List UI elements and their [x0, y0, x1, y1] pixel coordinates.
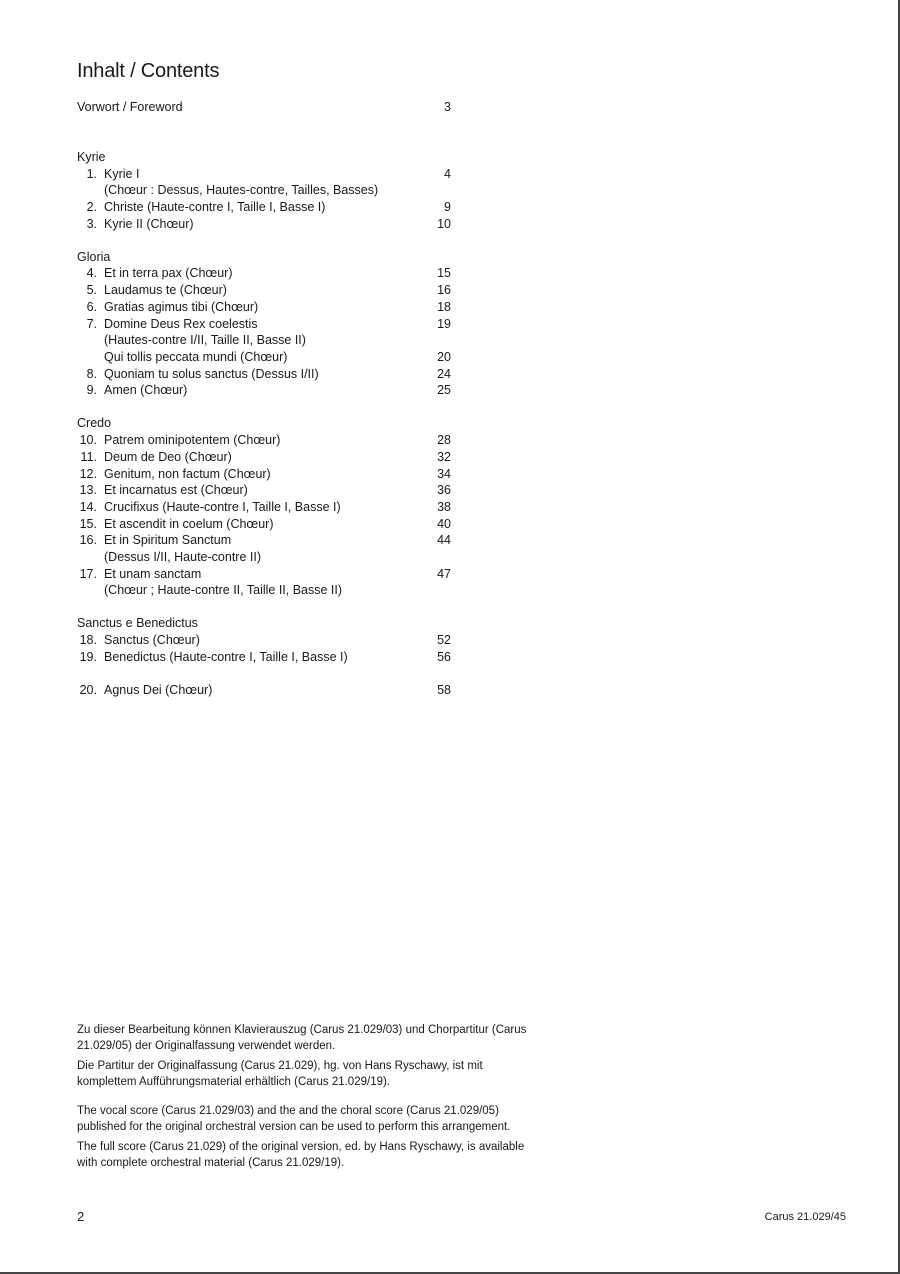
toc-page: 38: [437, 500, 451, 514]
toc-entry: [77, 482, 451, 499]
toc-number: 13.: [79, 483, 97, 497]
toc-number: 19.: [79, 650, 97, 664]
toc-page: 47: [437, 567, 451, 581]
toc-page: 34: [437, 467, 451, 481]
toc-number: 6.: [86, 300, 97, 314]
toc-entry: [77, 549, 451, 566]
toc-title: Kyrie II (Chœur): [104, 217, 194, 231]
toc-entry: [77, 166, 451, 183]
note-english: [77, 1104, 537, 1171]
section-label: Sanctus e Benedictus: [77, 616, 198, 630]
toc-entry: [77, 432, 451, 449]
toc-title: Et ascendit in coelum (Chœur): [104, 517, 274, 531]
toc-entry: [77, 499, 451, 516]
toc-title: (Hautes-contre I/II, Taille II, Basse II): [104, 333, 306, 347]
toc-title: Et unam sanctam: [104, 567, 202, 581]
toc-page: 56: [437, 650, 451, 664]
toc-page: 15: [437, 266, 451, 280]
toc-entry: [77, 332, 451, 349]
toc-title: Vorwort / Foreword: [77, 100, 183, 114]
toc-title: Quoniam tu solus sanctus (Dessus I/II): [104, 367, 319, 381]
toc-page: 24: [437, 367, 451, 381]
toc-title: Et incarnatus est (Chœur): [104, 483, 248, 497]
toc-number: 11.: [80, 450, 97, 464]
toc-entry: [77, 532, 451, 549]
toc-entry: [77, 449, 451, 466]
catalog-number: Carus 21.029/45: [764, 1211, 846, 1223]
toc-entry: [77, 182, 451, 199]
note-german: [77, 1023, 537, 1090]
toc-number: 12.: [79, 467, 97, 481]
toc-page: 58: [437, 683, 451, 697]
toc-entry: [77, 316, 451, 333]
toc-number: 18.: [79, 633, 97, 647]
section-label: Credo: [77, 416, 112, 430]
toc-entry-foreword: [77, 99, 451, 116]
page-number: 2: [77, 1209, 85, 1224]
toc-title: Genitum, non factum (Chœur): [104, 467, 271, 481]
toc-title: Patrem ominipotentem (Chœur): [104, 433, 281, 447]
toc-entry: [77, 466, 451, 483]
toc-entry: [77, 299, 451, 316]
toc-number: 20.: [79, 683, 97, 697]
toc-title: (Dessus I/II, Haute-contre II): [104, 550, 261, 564]
toc-number: 5.: [86, 283, 97, 297]
toc-page: 32: [437, 450, 451, 464]
toc-entry: [77, 382, 451, 399]
section-label: Kyrie: [77, 150, 106, 164]
toc-number: 4.: [86, 266, 97, 280]
toc-title: (Chœur ; Haute-contre II, Taille II, Basse II): [104, 583, 343, 597]
toc-entry: [77, 265, 451, 282]
toc-title: Sanctus (Chœur): [104, 633, 200, 647]
toc-number: 14.: [79, 500, 97, 514]
toc-title: Kyrie I: [104, 167, 140, 181]
section-credo: [77, 415, 451, 432]
toc-page: 10: [437, 217, 451, 231]
page-title: Inhalt / Contents: [77, 60, 220, 82]
toc-entry: [77, 199, 451, 216]
toc-number: 1.: [86, 167, 97, 181]
toc-page: 40: [437, 517, 451, 531]
toc-page: 16: [437, 283, 451, 297]
toc-number: 16.: [79, 533, 97, 547]
toc-entry: [77, 366, 451, 383]
toc-entry: [77, 649, 451, 666]
toc-number: 7.: [86, 317, 97, 331]
toc-page: 9: [444, 200, 451, 214]
toc-title: Qui tollis peccata mundi (Chœur): [104, 350, 288, 364]
toc-page: 36: [437, 483, 451, 497]
section-gloria: [77, 249, 451, 266]
toc-page: 52: [437, 633, 451, 647]
toc-title: Benedictus (Haute-contre I, Taille I, Basse I): [104, 650, 348, 664]
toc-title: Laudamus te (Chœur): [104, 283, 227, 297]
toc-number: 9.: [86, 383, 97, 397]
toc-number: 3.: [86, 217, 97, 231]
toc-title: Et in terra pax (Chœur): [104, 266, 233, 280]
toc-number: 8.: [86, 367, 97, 381]
note-paragraph: The full score (Carus 21.029) of the original version, ed. by Hans Ryschawy, is available with complete orchestral material (Carus 21.029/19).: [77, 1141, 525, 1169]
toc-title: Deum de Deo (Chœur): [104, 450, 232, 464]
toc-title: Crucifixus (Haute-contre I, Taille I, Basse I): [104, 500, 341, 514]
toc-title: Domine Deus Rex coelestis: [104, 317, 258, 331]
toc-entry: [77, 582, 451, 599]
toc-title: Gratias agimus tibi (Chœur): [104, 300, 259, 314]
toc-page: 3: [444, 100, 451, 114]
toc-title: Amen (Chœur): [104, 383, 188, 397]
toc-entry-agnus: [77, 682, 451, 699]
toc-page: 18: [437, 300, 451, 314]
toc-page: 20: [437, 350, 451, 364]
toc-page: 28: [437, 433, 451, 447]
note-paragraph: Zu dieser Bearbeitung können Klavierauszug (Carus 21.029/03) und Chorpartitur (Carus 21.029/05) der Originalfassung verwendet werden.: [77, 1024, 527, 1052]
section-sanctus: [77, 615, 451, 632]
note-paragraph: Die Partitur der Originalfassung (Carus 21.029), hg. von Hans Ryschawy, ist mit komplettem Aufführungsmaterial erhältlich (Carus 21.029/19).: [77, 1060, 483, 1088]
toc-title: (Chœur : Dessus, Hautes-contre, Tailles, Basses): [104, 183, 379, 197]
toc-page: 25: [437, 383, 451, 397]
toc-entry: [77, 349, 451, 366]
toc-title: Christe (Haute-contre I, Taille I, Basse I): [104, 200, 326, 214]
toc-number: 2.: [86, 200, 97, 214]
toc-number: 10.: [79, 433, 97, 447]
toc-number: 17.: [79, 567, 97, 581]
toc-title: Agnus Dei (Chœur): [104, 683, 213, 697]
toc-number: 15.: [79, 517, 97, 531]
toc-page: 19: [437, 317, 451, 331]
toc-entry: [77, 632, 451, 649]
toc-entry: [77, 516, 451, 533]
toc-page: 4: [444, 167, 451, 181]
toc-entry: [77, 566, 451, 583]
section-label: Gloria: [77, 250, 111, 264]
section-kyrie: [77, 149, 451, 166]
toc-page: 44: [437, 533, 451, 547]
toc-title: Et in Spiritum Sanctum: [104, 533, 232, 547]
toc-entry: [77, 282, 451, 299]
toc-entry: [77, 216, 451, 233]
note-paragraph: The vocal score (Carus 21.029/03) and the and the choral score (Carus 21.029/05) published for the original orchestral version can be used to perform this arrangement.: [77, 1105, 511, 1133]
